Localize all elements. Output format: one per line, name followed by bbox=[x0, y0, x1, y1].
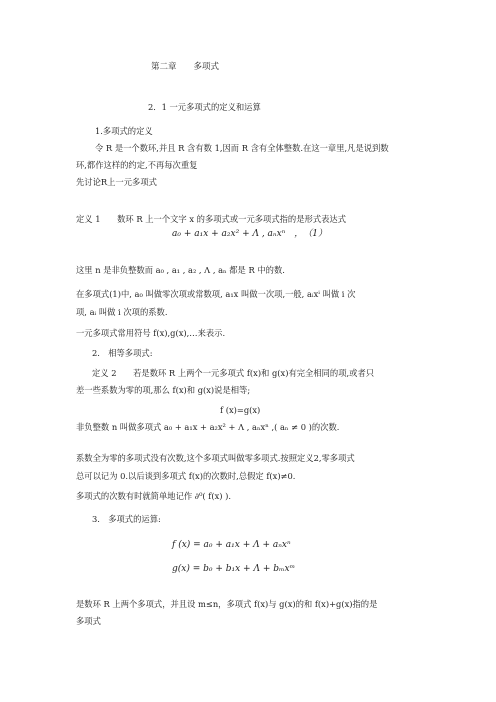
formula-2: f (x) = a₀ + a₁x + Λ + aₙxⁿ bbox=[172, 540, 291, 550]
paragraph-line: 项, aᵢ 叫做 i 次项的系数. bbox=[76, 307, 168, 317]
paragraph-line: 非负整数 n 叫做多项式 a₀ + a₁x + a₂x² + Λ , aₙxⁿ ,( aₙ ≠ 0 )的次数. bbox=[76, 422, 340, 432]
section-3-heading: 3. 多项式的运算: bbox=[92, 514, 161, 524]
paragraph-line: 多项式的次数有时就简单地记作 ∂⁰( f(x) ). bbox=[76, 491, 232, 501]
section-1-heading: 1.多项式的定义 bbox=[95, 126, 153, 136]
definition-1: 定义 1 数环 R 上一个文字 x 的多项式或一元多项式指的是形式表达式 bbox=[76, 214, 347, 224]
paragraph-line: 先讨论R上一元多项式 bbox=[76, 177, 157, 187]
paragraph-line: 令 R 是一个数环,并且 R 含有数 1,因而 R 含有全体整数.在这一章里,凡是说到数 bbox=[95, 143, 389, 153]
equation: f (x)=g(x) bbox=[220, 405, 261, 415]
paragraph-line: 环,都作这样的约定,不再每次重复 bbox=[76, 160, 198, 170]
paragraph-line: 一元多项式常用符号 f(x),g(x),…来表示. bbox=[76, 328, 226, 338]
paragraph-line: 是数环 R 上两个多项式，并且设 m≤n，多项式 f(x)与 g(x)的和 f(x)+g(x)指的是 bbox=[76, 599, 378, 609]
chapter-title: 第二章 多项式 bbox=[151, 62, 220, 72]
paragraph-line: 多项式 bbox=[76, 616, 101, 626]
paragraph-line: 系数全为零的多项式没有次数,这个多项式叫做零多项式.按照定义2,零多项式 bbox=[76, 453, 355, 463]
paragraph-line: 差一些系数为零的项,那么 f(x)和 g(x)说是相等; bbox=[76, 385, 251, 395]
paragraph-line: 在多项式(1)中, a₀ 叫做零次项或常数项, a₁x 叫做一次项,一般, aᵢxⁱ 叫做 i 次 bbox=[76, 289, 356, 299]
formula-3: g(x) = b₀ + b₁x + Λ + bₘxᵐ bbox=[172, 564, 296, 574]
definition-2: 定义 2 若是数环 R 上两个一元多项式 f(x)和 g(x)有完全相同的项,或者只 bbox=[92, 368, 375, 378]
formula-1: a₀ + a₁x + a₂x² + Λ , aₙxⁿ ， （1） bbox=[172, 229, 328, 239]
section-title: 2．1 一元多项式的定义和运算 bbox=[148, 102, 261, 112]
paragraph-line: 总可以记为 0.以后谈到多项式 f(x)的次数时,总假定 f(x)≠0. bbox=[76, 471, 296, 481]
section-2-heading: 2. 相等多项式: bbox=[92, 348, 153, 358]
paragraph-line: 这里 n 是非负整数而 a₀ , a₁ , a₂ , Λ , aₙ 都是 R 中的数. bbox=[76, 265, 285, 275]
